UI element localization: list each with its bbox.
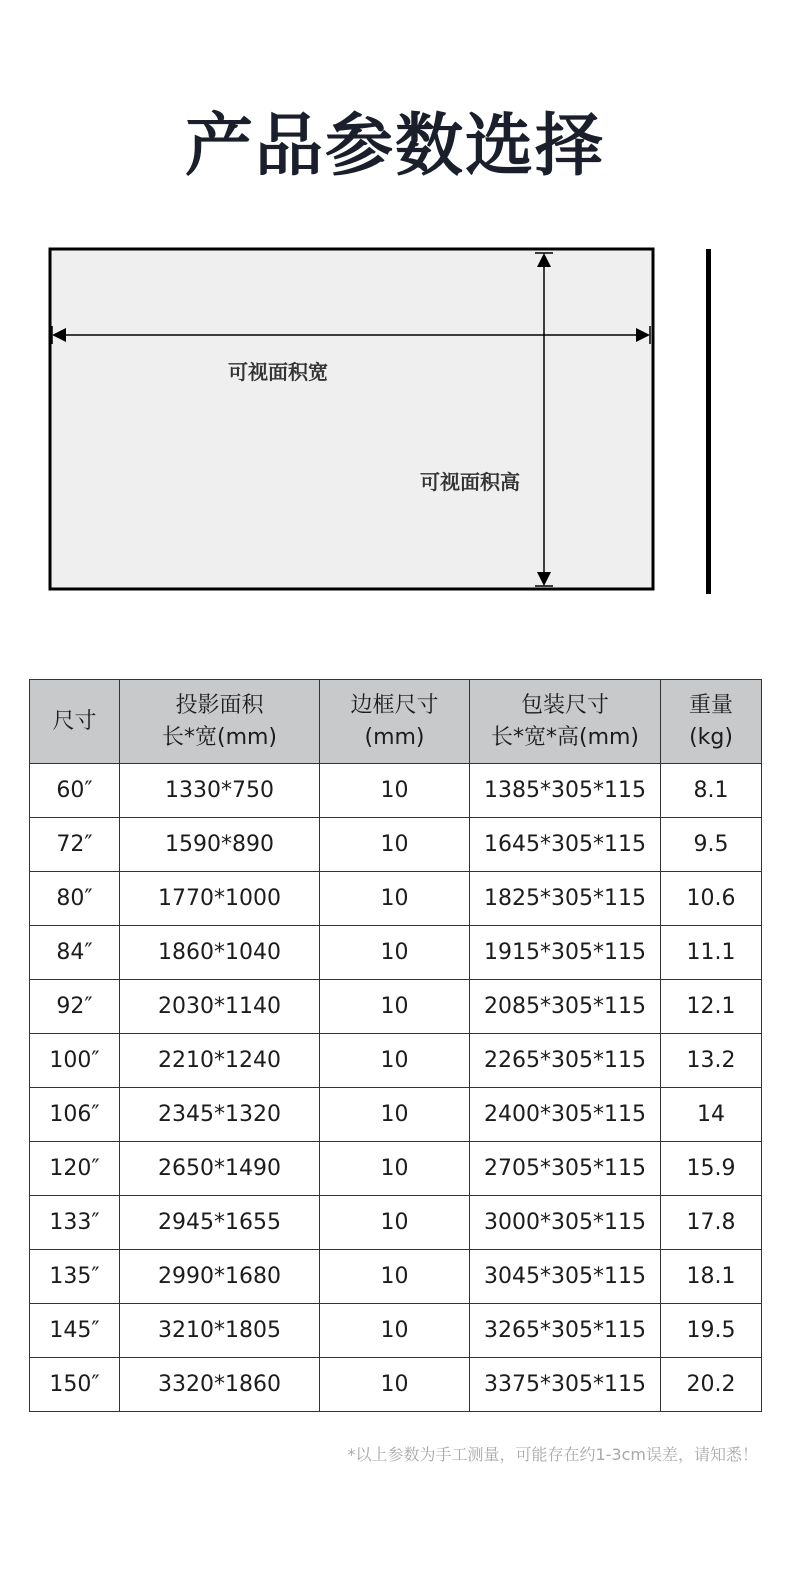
table-row xyxy=(30,1358,762,1412)
cell-area: 1590*890 xyxy=(120,818,320,872)
cell-package: 2705*305*115 xyxy=(470,1142,661,1196)
width-label: 可视面积宽 xyxy=(228,360,328,384)
table-row xyxy=(30,1088,762,1142)
cell-size: 150″ xyxy=(30,1358,120,1412)
cell-package: 3000*305*115 xyxy=(470,1196,661,1250)
cell-area: 2345*1320 xyxy=(120,1088,320,1142)
cell-weight: 15.9 xyxy=(661,1142,762,1196)
header-line: 包装尺寸 xyxy=(520,692,609,718)
cell-package: 1385*305*115 xyxy=(470,764,661,818)
screen-area xyxy=(50,249,653,589)
cell-weight: 19.5 xyxy=(661,1304,762,1358)
table-row xyxy=(30,1142,762,1196)
cell-frame: 10 xyxy=(320,1034,470,1088)
cell-area: 2210*1240 xyxy=(120,1034,320,1088)
cell-package: 3375*305*115 xyxy=(470,1358,661,1412)
cell-size: 60″ xyxy=(30,764,120,818)
cell-frame: 10 xyxy=(320,764,470,818)
spec-table xyxy=(29,679,762,1412)
cell-frame: 10 xyxy=(320,818,470,872)
table-row xyxy=(30,872,762,926)
cell-package: 1645*305*115 xyxy=(470,818,661,872)
cell-size: 133″ xyxy=(30,1196,120,1250)
header-line: 尺寸 xyxy=(52,708,97,734)
header-frame-size xyxy=(320,680,470,764)
table-row xyxy=(30,764,762,818)
cell-weight: 18.1 xyxy=(661,1250,762,1304)
cell-area: 2945*1655 xyxy=(120,1196,320,1250)
cell-size: 135″ xyxy=(30,1250,120,1304)
cell-package: 2400*305*115 xyxy=(470,1088,661,1142)
measurement-note: *以上参数为手工测量，可能存在约1-3cm误差，请知悉！ xyxy=(347,1445,758,1464)
header-line: (mm) xyxy=(364,724,425,750)
cell-package: 2265*305*115 xyxy=(470,1034,661,1088)
screen-dimension-diagram xyxy=(0,0,790,620)
header-projection-area xyxy=(120,680,320,764)
cell-frame: 10 xyxy=(320,1142,470,1196)
cell-weight: 12.1 xyxy=(661,980,762,1034)
table-header-row xyxy=(30,680,762,764)
header-line: 重量 xyxy=(688,692,733,718)
cell-size: 106″ xyxy=(30,1088,120,1142)
cell-frame: 10 xyxy=(320,1358,470,1412)
cell-area: 3210*1805 xyxy=(120,1304,320,1358)
cell-frame: 10 xyxy=(320,1250,470,1304)
cell-weight: 11.1 xyxy=(661,926,762,980)
header-line: 投影面积 xyxy=(175,692,264,718)
screen-side-profile xyxy=(706,249,711,594)
cell-frame: 10 xyxy=(320,1088,470,1142)
header-line: (kg) xyxy=(689,724,733,750)
table-row xyxy=(30,1304,762,1358)
page-title: 产品参数选择 xyxy=(184,107,605,186)
cell-package: 2085*305*115 xyxy=(470,980,661,1034)
header-size xyxy=(30,680,120,764)
cell-area: 1770*1000 xyxy=(120,872,320,926)
header-line: 长*宽*高(mm) xyxy=(490,724,640,750)
cell-frame: 10 xyxy=(320,1196,470,1250)
cell-size: 145″ xyxy=(30,1304,120,1358)
cell-area: 2650*1490 xyxy=(120,1142,320,1196)
cell-size: 72″ xyxy=(30,818,120,872)
cell-size: 80″ xyxy=(30,872,120,926)
cell-weight: 13.2 xyxy=(661,1034,762,1088)
cell-weight: 20.2 xyxy=(661,1358,762,1412)
table-row xyxy=(30,1196,762,1250)
cell-size: 100″ xyxy=(30,1034,120,1088)
table-row xyxy=(30,1250,762,1304)
cell-weight: 9.5 xyxy=(661,818,762,872)
cell-frame: 10 xyxy=(320,1304,470,1358)
cell-area: 1860*1040 xyxy=(120,926,320,980)
cell-weight: 10.6 xyxy=(661,872,762,926)
cell-weight: 8.1 xyxy=(661,764,762,818)
cell-size: 84″ xyxy=(30,926,120,980)
header-package-size xyxy=(470,680,661,764)
table-row xyxy=(30,926,762,980)
cell-weight: 14 xyxy=(661,1088,762,1142)
header-line: 长*宽(mm) xyxy=(161,724,278,750)
header-line: 边框尺寸 xyxy=(350,692,439,718)
cell-frame: 10 xyxy=(320,872,470,926)
cell-size: 92″ xyxy=(30,980,120,1034)
table-row xyxy=(30,1034,762,1088)
cell-area: 2990*1680 xyxy=(120,1250,320,1304)
cell-package: 3045*305*115 xyxy=(470,1250,661,1304)
cell-size: 120″ xyxy=(30,1142,120,1196)
cell-weight: 17.8 xyxy=(661,1196,762,1250)
cell-package: 1825*305*115 xyxy=(470,872,661,926)
header-weight xyxy=(661,680,762,764)
table-row xyxy=(30,980,762,1034)
height-label: 可视面积高 xyxy=(420,470,520,494)
cell-area: 2030*1140 xyxy=(120,980,320,1034)
cell-package: 3265*305*115 xyxy=(470,1304,661,1358)
table-row xyxy=(30,818,762,872)
cell-package: 1915*305*115 xyxy=(470,926,661,980)
cell-area: 1330*750 xyxy=(120,764,320,818)
cell-frame: 10 xyxy=(320,926,470,980)
cell-frame: 10 xyxy=(320,980,470,1034)
cell-area: 3320*1860 xyxy=(120,1358,320,1412)
